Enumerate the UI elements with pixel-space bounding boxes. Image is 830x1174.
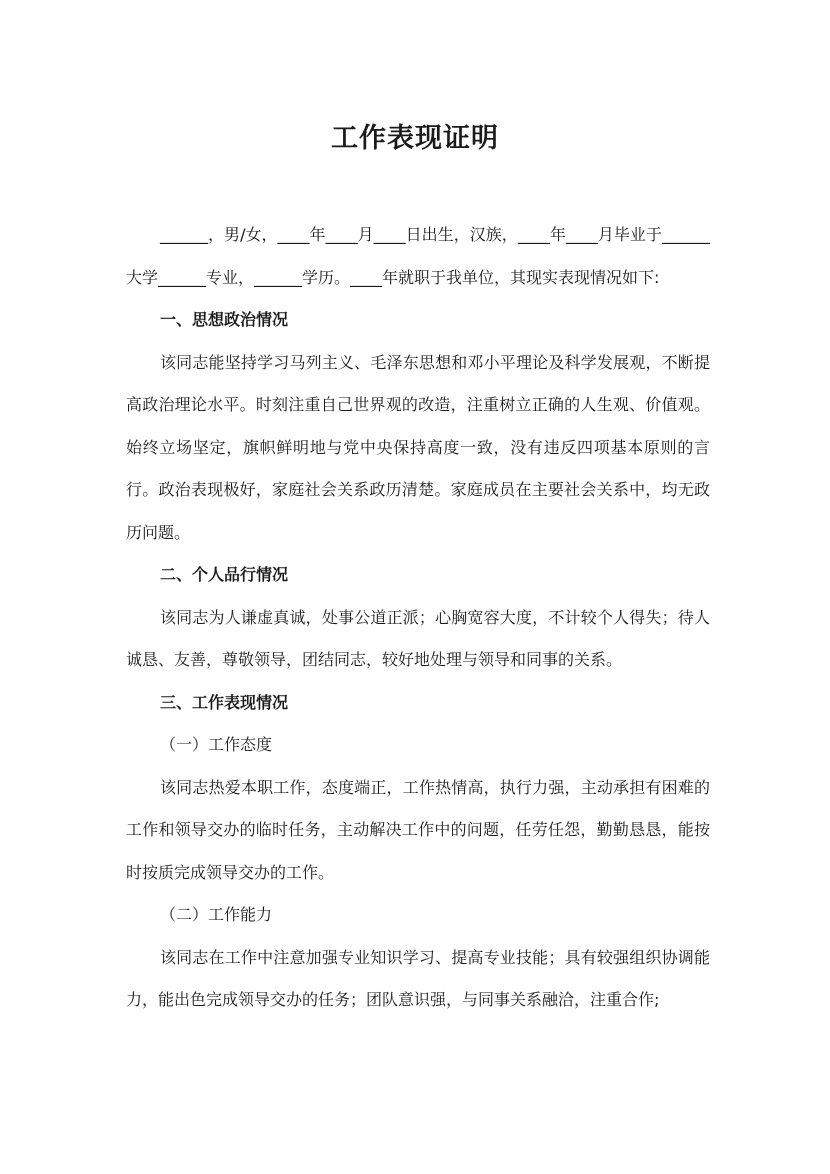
- section3-sub1-heading: （一）工作态度: [160, 735, 273, 754]
- section3-sub2-heading: （二）工作能力: [160, 905, 273, 924]
- section3-heading: 三、工作表现情况: [160, 692, 289, 712]
- section1-heading: 一、思想政治情况: [160, 310, 289, 329]
- section3-sub2-body: 该同志在工作中注意加强专业知识学习、提高专业技能；具有较强组织协调能力，能出色完成领导交办的任务；团队意识强，与同事关系融洽，注重合作;: [126, 947, 710, 1009]
- intro-paragraph: ______，男/女，____年____月____日出生，汉族，____年____月毕业于______大学______专业，______学历。____年就职于我单位，其现实表现情况如下:: [126, 225, 710, 287]
- section1-body: 该同志能坚持学习马列主义、毛泽东思想和邓小平理论及科学发展观，不断提高政治理论水平。时刻注重自己世界观的改造，注重树立正确的人生观、价值观。始终立场坚定，旗帜鲜明地与党中央保持高度一致，没有违反四项基本原则的言行。政治表现极好，家庭社会关系政历清楚。家庭成员在主要社会关系中，均无政历问题。: [126, 352, 710, 542]
- document-body: [126, 214, 710, 1022]
- page-title: 工作表现证明: [331, 123, 499, 154]
- section2-body: 该同志为人谦虚真诚，处事公道正派；心胸宽容大度，不计较个人得失；待人诚恳、友善，尊敬领导，团结同志，较好地处理与领导和同事的关系。: [126, 607, 710, 669]
- section2-heading: 二、个人品行情况: [160, 565, 289, 584]
- section3-sub1-body: 该同志热爱本职工作，态度端正，工作热情高，执行力强，主动承担有困难的工作和领导交办的临时任务，主动解决工作中的问题，任劳任怨，勤勤恳恳，能按时按质完成领导交办的工作。: [126, 777, 710, 882]
